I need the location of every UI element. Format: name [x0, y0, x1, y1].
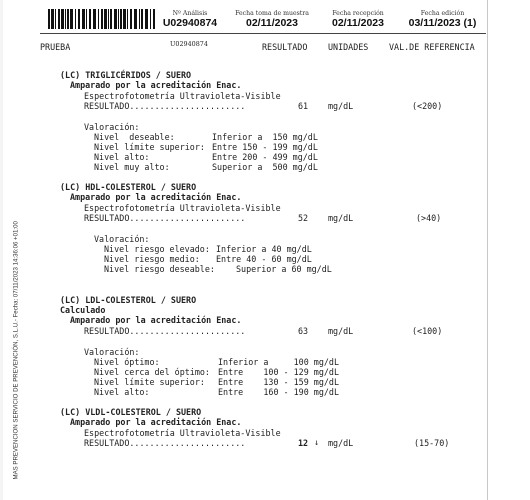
barcode-bar	[61, 9, 64, 29]
tg-accreditation: Amparado por la acreditación Enac.	[70, 80, 242, 90]
ldl-result-label: RESULTADO.......................	[84, 326, 246, 336]
barcode-bar	[55, 9, 56, 29]
barcode-image	[48, 9, 158, 29]
tg-method: Espectrofotometría Ultravioleta-Visible	[84, 91, 281, 101]
hdl-method: Espectrofotometría Ultravioleta-Visible	[84, 203, 281, 213]
barcode-bar	[118, 9, 119, 29]
barcode-bar	[134, 9, 137, 29]
barcode-bar	[145, 9, 148, 29]
barcode-bar	[123, 9, 126, 29]
hdl-level-label: Nivel riesgo elevado:	[104, 244, 210, 254]
tg-level-range: Entre 150 - 199 mg/dL	[212, 142, 318, 152]
right-margin-line	[487, 0, 488, 500]
hdl-level-range: Entre 40 - 60 mg/dL	[216, 254, 312, 264]
ldl-level-range: Entre 160 - 190 mg/dL	[218, 387, 340, 397]
tg-level-label: Nivel límite superior:	[94, 142, 205, 152]
barcode-bar	[130, 9, 132, 29]
ldl-title: (LC) LDL-COLESTEROL / SUERO	[60, 295, 197, 305]
barcode-bar	[86, 9, 87, 29]
edition-date-value: 03/11/2023 (1)	[408, 17, 477, 29]
barcode-bar	[110, 9, 112, 29]
ldl-valoracion-label: Valoración:	[84, 347, 140, 357]
barcode-bar	[93, 9, 96, 29]
col-sample-id: U02940874	[170, 40, 208, 48]
ldl-calculado: Calculado	[60, 305, 106, 315]
col-referencia: VAL.DE REFERENCIA	[389, 42, 475, 52]
vldl-title: (LC) VLDL-COLESTEROL / SUERO	[60, 407, 202, 417]
col-unidades: UNIDADES	[328, 42, 369, 52]
barcode-bar	[114, 9, 117, 29]
barcode-bar	[75, 9, 76, 29]
sample-date-label: Fecha toma de muestra	[235, 10, 309, 17]
low-flag-icon: ↓	[314, 437, 320, 447]
ldl-level-label: Nivel cerca del óptimo:	[94, 367, 210, 377]
tg-valoracion-label: Valoración:	[84, 122, 140, 132]
ldl-level-label: Nivel óptimo:	[94, 357, 160, 367]
vldl-result-value: 12	[298, 438, 309, 448]
barcode-bar	[120, 9, 122, 29]
tg-level-label: Nivel alto:	[94, 152, 150, 162]
ldl-accreditation: Amparado por la acreditación Enac.	[70, 315, 242, 325]
analysis-number-label: Nº Análisis	[172, 10, 208, 17]
barcode-bar	[98, 9, 99, 29]
side-signature-text: MAS PREVENCION SERVICIO DE PREVENCIÓN, S.L.U.- Fecha: 07/11/2023 14:36:06 +01:00	[12, 221, 20, 480]
barcode-bar	[67, 9, 69, 29]
reception-date-label: Fecha recepción	[332, 10, 384, 17]
hdl-level-range: Superior a 60 mg/dL	[236, 264, 332, 274]
tg-reference: (<200)	[412, 101, 443, 111]
analysis-number-value: U02940874	[162, 17, 218, 29]
ldl-level-label: Nivel alto:	[94, 387, 150, 397]
tg-level-range: Inferior a 150 mg/dL	[212, 132, 318, 142]
barcode-bar	[101, 9, 103, 29]
hdl-reference: (>40)	[416, 213, 442, 223]
barcode-bar	[70, 9, 73, 29]
tg-level-range: Entre 200 - 499 mg/dL	[212, 152, 318, 162]
barcode-bar	[153, 9, 155, 29]
tg-level-range: Superior a 500 mg/dL	[212, 162, 318, 172]
barcode-bar	[48, 9, 50, 29]
left-margin-strip	[0, 0, 3, 500]
tg-result-label: RESULTADO.......................	[84, 101, 246, 111]
barcode-bar	[58, 9, 60, 29]
reception-date-value: 02/11/2023	[332, 17, 384, 29]
vldl-method: Espectrofotometría Ultravioleta-Visible	[84, 428, 281, 438]
tg-result-value: 61	[298, 101, 309, 111]
ldl-result-value: 63	[298, 326, 309, 336]
barcode-bar	[82, 9, 85, 29]
tg-level-label: Nivel deseable:	[94, 132, 175, 142]
header-separator	[40, 33, 486, 34]
hdl-level-label: Nivel riesgo deseable:	[104, 264, 215, 274]
ldl-level-range: Inferior a 100 mg/dL	[218, 357, 340, 367]
barcode-bar	[139, 9, 140, 29]
hdl-result-value: 52	[298, 213, 309, 223]
tg-unit: mg/dL	[328, 101, 354, 111]
barcode-bar	[51, 9, 54, 29]
vldl-reference: (15-70)	[414, 438, 450, 448]
hdl-result-label: RESULTADO.......................	[84, 213, 246, 223]
ldl-reference: (<100)	[412, 326, 443, 336]
vldl-unit: mg/dL	[328, 438, 354, 448]
barcode-bar	[104, 9, 107, 29]
barcode-bar	[141, 9, 143, 29]
hdl-title: (LC) HDL-COLESTEROL / SUERO	[60, 182, 197, 192]
barcode-bar	[65, 9, 66, 29]
hdl-valoracion-label: Valoración:	[94, 234, 150, 244]
hdl-unit: mg/dL	[328, 213, 354, 223]
ldl-level-label: Nivel límite superior:	[94, 377, 205, 387]
edition-date-label: Fecha edición	[420, 10, 465, 17]
vldl-accreditation: Amparado por la acreditación Enac.	[70, 417, 242, 427]
ldl-level-range: Entre 130 - 159 mg/dL	[218, 377, 340, 387]
hdl-accreditation: Amparado por la acreditación Enac.	[70, 192, 242, 202]
ldl-level-range: Entre 100 - 129 mg/dL	[218, 367, 340, 377]
sample-date-value: 02/11/2023	[246, 17, 298, 29]
barcode-bar	[150, 9, 151, 29]
barcode-bar	[89, 9, 91, 29]
barcode-bar	[78, 9, 80, 29]
vldl-result-label: RESULTADO.......................	[84, 438, 246, 448]
barcode-bar	[127, 9, 128, 29]
tg-level-label: Nivel muy alto:	[94, 162, 170, 172]
hdl-level-range: Inferior a 40 mg/dL	[216, 244, 312, 254]
col-resultado: RESULTADO	[262, 42, 308, 52]
hdl-level-label: Nivel riesgo medio:	[104, 254, 200, 264]
tg-title: (LC) TRIGLICÉRIDOS / SUERO	[60, 70, 192, 80]
ldl-unit: mg/dL	[328, 326, 354, 336]
col-prueba: PRUEBA	[40, 42, 71, 52]
barcode-bar	[108, 9, 109, 29]
